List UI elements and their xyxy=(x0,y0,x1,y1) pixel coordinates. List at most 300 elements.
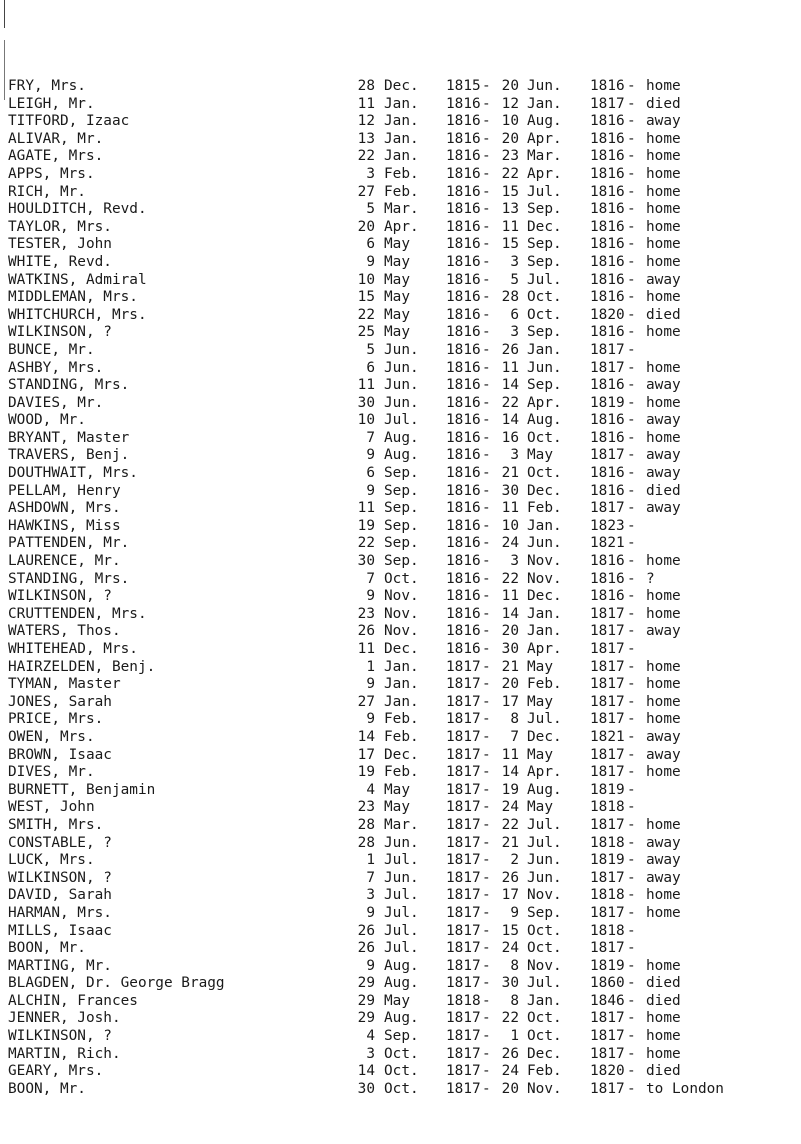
end-year: 1823 xyxy=(590,517,625,534)
end-month: Jun. xyxy=(527,78,562,94)
end-month: Feb. xyxy=(527,676,562,693)
start-day: 5 xyxy=(366,201,375,218)
status: away xyxy=(646,869,681,886)
status-dash: - xyxy=(627,1063,636,1080)
end-day: 28 xyxy=(501,289,519,306)
range-dash: - xyxy=(482,165,491,182)
end-month: Dec. xyxy=(527,728,562,745)
start-month: May xyxy=(384,781,410,798)
status-dash: - xyxy=(627,306,636,323)
end-year: 1817 xyxy=(590,746,625,763)
start-day: 27 xyxy=(357,693,375,710)
start-year: 1816 xyxy=(446,641,481,657)
start-month: May xyxy=(384,799,410,816)
status-dash: - xyxy=(627,588,636,605)
range-dash: - xyxy=(482,465,491,482)
end-day: 5 xyxy=(510,271,519,288)
status: away xyxy=(646,746,681,763)
person-name: BOON, Mr. xyxy=(8,940,86,957)
status-dash: - xyxy=(627,887,636,904)
range-dash: - xyxy=(482,429,491,446)
start-month: Sep. xyxy=(384,517,419,534)
status-dash: - xyxy=(627,1080,636,1097)
ledger-row xyxy=(0,782,801,800)
status: away xyxy=(646,623,681,640)
start-year: 1816 xyxy=(446,605,481,622)
range-dash: - xyxy=(482,253,491,270)
status-dash: - xyxy=(627,605,636,622)
ledger-row xyxy=(0,852,801,870)
start-month: Aug. xyxy=(384,1010,419,1027)
end-year: 1816 xyxy=(590,570,625,587)
end-month: Dec. xyxy=(527,218,562,235)
end-month: Sep. xyxy=(527,324,562,341)
status: home xyxy=(646,816,681,833)
status-dash: - xyxy=(627,236,636,253)
start-month: May xyxy=(384,992,410,1009)
end-year: 1816 xyxy=(590,289,625,306)
end-year: 1817 xyxy=(590,605,625,622)
end-year: 1819 xyxy=(590,394,625,411)
range-dash: - xyxy=(482,324,491,341)
status-dash: - xyxy=(627,482,636,499)
end-day: 14 xyxy=(501,412,519,429)
end-day: 15 xyxy=(501,183,519,200)
end-year: 1817 xyxy=(590,641,625,657)
start-day: 28 xyxy=(357,816,375,833)
range-dash: - xyxy=(482,904,491,921)
person-name: LEIGH, Mr. xyxy=(8,95,95,112)
ledger-row xyxy=(0,483,801,501)
start-day: 30 xyxy=(357,1080,375,1097)
ledger-row xyxy=(0,78,801,96)
start-day: 11 xyxy=(357,95,375,112)
range-dash: - xyxy=(482,553,491,570)
end-day: 30 xyxy=(501,975,519,992)
range-dash: - xyxy=(482,359,491,376)
status: home xyxy=(646,904,681,921)
person-name: WATERS, Thos. xyxy=(8,623,121,640)
status-dash: - xyxy=(627,78,636,94)
person-name: TAYLOR, Mrs. xyxy=(8,218,112,235)
end-month: May xyxy=(527,658,553,675)
start-year: 1816 xyxy=(446,500,481,517)
start-month: Jul. xyxy=(384,940,419,957)
start-month: Jul. xyxy=(384,904,419,921)
status: home xyxy=(646,289,681,306)
start-day: 3 xyxy=(366,887,375,904)
status-dash: - xyxy=(627,834,636,851)
range-dash: - xyxy=(482,1063,491,1080)
end-month: Feb. xyxy=(527,1063,562,1080)
ledger-row xyxy=(0,1046,801,1064)
status-dash: - xyxy=(627,869,636,886)
start-day: 20 xyxy=(357,218,375,235)
range-dash: - xyxy=(482,641,491,657)
status-dash: - xyxy=(627,218,636,235)
person-name: GEARY, Mrs. xyxy=(8,1063,104,1080)
ledger-row xyxy=(0,1010,801,1028)
start-day: 12 xyxy=(357,113,375,130)
person-name: WILKINSON, ? xyxy=(8,588,112,605)
end-year: 1816 xyxy=(590,482,625,499)
start-year: 1817 xyxy=(446,764,481,781)
person-name: WILKINSON, ? xyxy=(8,869,112,886)
end-month: Jan. xyxy=(527,992,562,1009)
end-day: 26 xyxy=(501,1045,519,1062)
start-month: Apr. xyxy=(384,218,419,235)
end-day: 22 xyxy=(501,394,519,411)
end-year: 1816 xyxy=(590,588,625,605)
person-name: BUNCE, Mr. xyxy=(8,341,95,358)
ledger-row xyxy=(0,870,801,888)
ledger-row xyxy=(0,764,801,782)
end-month: Aug. xyxy=(527,781,562,798)
range-dash: - xyxy=(482,113,491,130)
start-month: Sep. xyxy=(384,482,419,499)
start-month: May xyxy=(384,306,410,323)
end-year: 1817 xyxy=(590,341,625,358)
start-month: Jan. xyxy=(384,658,419,675)
end-month: Jun. xyxy=(527,359,562,376)
person-name: MILLS, Isaac xyxy=(8,922,112,939)
status: died xyxy=(646,306,681,323)
range-dash: - xyxy=(482,605,491,622)
range-dash: - xyxy=(482,482,491,499)
status: home xyxy=(646,553,681,570)
person-name: HAIRZELDEN, Benj. xyxy=(8,658,156,675)
range-dash: - xyxy=(482,95,491,112)
start-year: 1816 xyxy=(446,113,481,130)
person-name: MIDDLEMAN, Mrs. xyxy=(8,289,138,306)
ledger-row xyxy=(0,711,801,729)
end-month: Nov. xyxy=(527,570,562,587)
status: away xyxy=(646,113,681,130)
end-day: 11 xyxy=(501,746,519,763)
range-dash: - xyxy=(482,148,491,165)
status: home xyxy=(646,130,681,147)
status-dash: - xyxy=(627,517,636,534)
end-month: Nov. xyxy=(527,1080,562,1097)
start-day: 9 xyxy=(366,253,375,270)
start-day: 30 xyxy=(357,553,375,570)
person-name: CRUTTENDEN, Mrs. xyxy=(8,605,147,622)
start-day: 9 xyxy=(366,447,375,464)
end-day: 3 xyxy=(510,447,519,464)
person-name: STANDING, Mrs. xyxy=(8,377,130,394)
start-year: 1816 xyxy=(446,253,481,270)
ledger-row xyxy=(0,676,801,694)
end-month: Sep. xyxy=(527,236,562,253)
ledger-row xyxy=(0,412,801,430)
start-month: Sep. xyxy=(384,553,419,570)
ledger-row xyxy=(0,553,801,571)
status-dash: - xyxy=(627,992,636,1009)
ledger-row xyxy=(0,571,801,589)
end-year: 1818 xyxy=(590,799,625,816)
end-year: 1818 xyxy=(590,834,625,851)
person-name: ASHDOWN, Mrs. xyxy=(8,500,121,517)
start-month: Oct. xyxy=(384,570,419,587)
end-month: Apr. xyxy=(527,165,562,182)
start-day: 22 xyxy=(357,306,375,323)
start-month: Jul. xyxy=(384,922,419,939)
status: away xyxy=(646,412,681,429)
end-year: 1817 xyxy=(590,359,625,376)
start-year: 1816 xyxy=(446,623,481,640)
status: away xyxy=(646,834,681,851)
status-dash: - xyxy=(627,922,636,939)
start-year: 1816 xyxy=(446,359,481,376)
start-month: Sep. xyxy=(384,535,419,552)
status: to London xyxy=(646,1080,724,1097)
status-dash: - xyxy=(627,728,636,745)
end-year: 1817 xyxy=(590,1028,625,1045)
end-day: 11 xyxy=(501,218,519,235)
person-name: OWEN, Mrs. xyxy=(8,728,95,745)
status-dash: - xyxy=(627,394,636,411)
status: away xyxy=(646,852,681,869)
range-dash: - xyxy=(482,1080,491,1097)
end-year: 1816 xyxy=(590,130,625,147)
person-name: STANDING, Mrs. xyxy=(8,570,130,587)
range-dash: - xyxy=(482,183,491,200)
start-month: Jul. xyxy=(384,887,419,904)
ledger-row xyxy=(0,465,801,483)
end-month: Oct. xyxy=(527,922,562,939)
range-dash: - xyxy=(482,236,491,253)
end-day: 10 xyxy=(501,113,519,130)
ledger-row xyxy=(0,395,801,413)
start-year: 1817 xyxy=(446,1045,481,1062)
end-day: 20 xyxy=(501,1080,519,1097)
status-dash: - xyxy=(627,271,636,288)
person-name: WOOD, Mr. xyxy=(8,412,86,429)
range-dash: - xyxy=(482,218,491,235)
start-month: Aug. xyxy=(384,447,419,464)
start-year: 1816 xyxy=(446,465,481,482)
person-name: WILKINSON, ? xyxy=(8,324,112,341)
status-dash: - xyxy=(627,201,636,218)
person-name: SMITH, Mrs. xyxy=(8,816,104,833)
person-name: DAVID, Sarah xyxy=(8,887,112,904)
start-day: 28 xyxy=(357,78,375,94)
start-day: 6 xyxy=(366,236,375,253)
start-month: May xyxy=(384,253,410,270)
end-day: 1 xyxy=(510,1028,519,1045)
start-day: 9 xyxy=(366,711,375,728)
end-year: 1820 xyxy=(590,1063,625,1080)
end-month: Sep. xyxy=(527,377,562,394)
start-year: 1817 xyxy=(446,852,481,869)
ledger-row xyxy=(0,236,801,254)
status-dash: - xyxy=(627,253,636,270)
end-year: 1819 xyxy=(590,957,625,974)
start-month: Nov. xyxy=(384,588,419,605)
status-dash: - xyxy=(627,377,636,394)
end-day: 8 xyxy=(510,711,519,728)
end-month: Jun. xyxy=(527,535,562,552)
end-year: 1817 xyxy=(590,658,625,675)
start-year: 1817 xyxy=(446,940,481,957)
end-month: Jul. xyxy=(527,183,562,200)
start-year: 1817 xyxy=(446,816,481,833)
status: home xyxy=(646,1010,681,1027)
start-month: Jun. xyxy=(384,869,419,886)
end-month: Aug. xyxy=(527,113,562,130)
end-year: 1817 xyxy=(590,764,625,781)
start-month: May xyxy=(384,271,410,288)
start-day: 7 xyxy=(366,869,375,886)
start-month: Feb. xyxy=(384,183,419,200)
status: died xyxy=(646,975,681,992)
start-month: Jul. xyxy=(384,852,419,869)
end-year: 1817 xyxy=(590,869,625,886)
start-year: 1817 xyxy=(446,975,481,992)
start-day: 6 xyxy=(366,359,375,376)
end-day: 13 xyxy=(501,201,519,218)
status: home xyxy=(646,693,681,710)
start-month: Jan. xyxy=(384,148,419,165)
ledger-row xyxy=(0,993,801,1011)
start-month: Dec. xyxy=(384,641,419,657)
end-day: 22 xyxy=(501,570,519,587)
status-dash: - xyxy=(627,183,636,200)
end-month: Jan. xyxy=(527,605,562,622)
end-day: 24 xyxy=(501,535,519,552)
start-day: 9 xyxy=(366,482,375,499)
start-year: 1816 xyxy=(446,447,481,464)
end-year: 1819 xyxy=(590,781,625,798)
person-name: MARTIN, Rich. xyxy=(8,1045,121,1062)
start-day: 11 xyxy=(357,500,375,517)
person-name: BRYANT, Master xyxy=(8,429,130,446)
start-month: Oct. xyxy=(384,1080,419,1097)
status: died xyxy=(646,1063,681,1080)
end-month: Sep. xyxy=(527,253,562,270)
status: home xyxy=(646,253,681,270)
end-month: Jan. xyxy=(527,95,562,112)
start-year: 1816 xyxy=(446,412,481,429)
end-day: 22 xyxy=(501,816,519,833)
end-month: Jun. xyxy=(527,852,562,869)
end-year: 1816 xyxy=(590,271,625,288)
start-month: Feb. xyxy=(384,728,419,745)
status-dash: - xyxy=(627,693,636,710)
end-month: Oct. xyxy=(527,429,562,446)
start-day: 1 xyxy=(366,658,375,675)
end-day: 15 xyxy=(501,922,519,939)
status: home xyxy=(646,148,681,165)
status: home xyxy=(646,359,681,376)
ledger-row xyxy=(0,254,801,272)
status: home xyxy=(646,764,681,781)
end-year: 1817 xyxy=(590,1080,625,1097)
end-day: 19 xyxy=(501,781,519,798)
person-name: ALIVAR, Mr. xyxy=(8,130,104,147)
ledger-row xyxy=(0,588,801,606)
start-year: 1817 xyxy=(446,922,481,939)
start-month: May xyxy=(384,324,410,341)
start-year: 1817 xyxy=(446,887,481,904)
start-day: 28 xyxy=(357,834,375,851)
start-month: Jan. xyxy=(384,693,419,710)
range-dash: - xyxy=(482,130,491,147)
end-day: 21 xyxy=(501,834,519,851)
range-dash: - xyxy=(482,535,491,552)
start-month: Nov. xyxy=(384,605,419,622)
person-name: DOUTHWAIT, Mrs. xyxy=(8,465,138,482)
end-day: 8 xyxy=(510,957,519,974)
end-month: Sep. xyxy=(527,201,562,218)
status: home xyxy=(646,1045,681,1062)
start-year: 1817 xyxy=(446,799,481,816)
start-day: 29 xyxy=(357,975,375,992)
ledger-row xyxy=(0,272,801,290)
end-day: 2 xyxy=(510,852,519,869)
start-day: 27 xyxy=(357,183,375,200)
end-month: May xyxy=(527,746,553,763)
ledger-row xyxy=(0,659,801,677)
end-month: Jul. xyxy=(527,975,562,992)
start-year: 1816 xyxy=(446,183,481,200)
person-name: BURNETT, Benjamin xyxy=(8,781,156,798)
person-name: WHITE, Revd. xyxy=(8,253,112,270)
end-year: 1817 xyxy=(590,447,625,464)
person-name: FRY, Mrs. xyxy=(8,78,86,94)
start-day: 17 xyxy=(357,746,375,763)
range-dash: - xyxy=(482,377,491,394)
range-dash: - xyxy=(482,271,491,288)
range-dash: - xyxy=(482,447,491,464)
start-month: Dec. xyxy=(384,746,419,763)
start-day: 3 xyxy=(366,165,375,182)
status: home xyxy=(646,1028,681,1045)
end-day: 11 xyxy=(501,500,519,517)
status: ? xyxy=(646,570,655,587)
start-month: Jun. xyxy=(384,377,419,394)
status-dash: - xyxy=(627,429,636,446)
status: away xyxy=(646,500,681,517)
end-year: 1817 xyxy=(590,693,625,710)
end-month: May xyxy=(527,693,553,710)
end-day: 12 xyxy=(501,95,519,112)
status: away xyxy=(646,271,681,288)
start-month: Jan. xyxy=(384,113,419,130)
end-month: Oct. xyxy=(527,306,562,323)
start-year: 1817 xyxy=(446,676,481,693)
end-month: Mar. xyxy=(527,148,562,165)
status-dash: - xyxy=(627,957,636,974)
start-year: 1817 xyxy=(446,728,481,745)
status-dash: - xyxy=(627,148,636,165)
status-dash: - xyxy=(627,324,636,341)
end-month: Apr. xyxy=(527,130,562,147)
start-day: 23 xyxy=(357,605,375,622)
status: died xyxy=(646,482,681,499)
person-name: WHITCHURCH, Mrs. xyxy=(8,306,147,323)
end-month: Jul. xyxy=(527,711,562,728)
start-month: Oct. xyxy=(384,1063,419,1080)
range-dash: - xyxy=(482,658,491,675)
status: home xyxy=(646,78,681,94)
start-year: 1816 xyxy=(446,165,481,182)
ledger-row xyxy=(0,799,801,817)
ledger-row xyxy=(0,694,801,712)
end-year: 1817 xyxy=(590,500,625,517)
start-month: Nov. xyxy=(384,623,419,640)
status: home xyxy=(646,711,681,728)
